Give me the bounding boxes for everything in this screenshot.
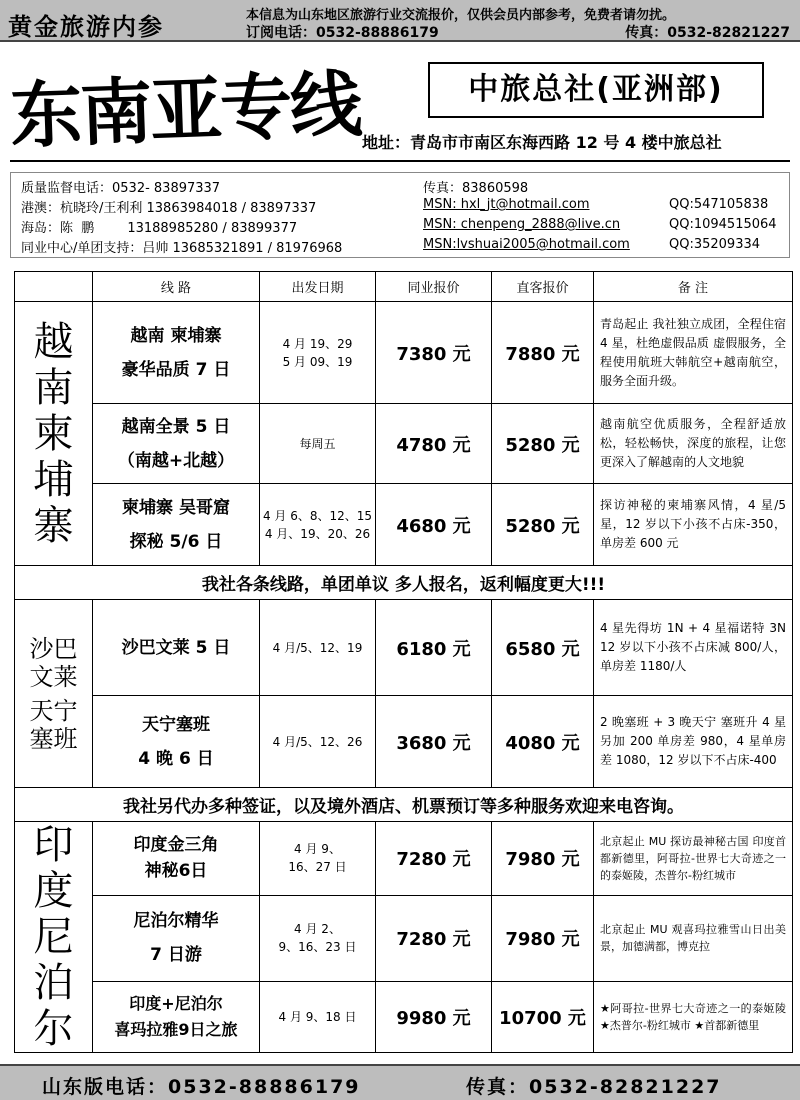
region-char: 埔: [33, 456, 74, 503]
date-line: 4 月 9、: [294, 842, 341, 857]
contact-left: 港澳：杭晓玲/王利利 13863984018 / 83897337: [21, 201, 317, 216]
region-india-nepal: [15, 822, 93, 1053]
agency-address: 地址：青岛市市南区东海西路 12 号 4 楼中旅总社: [362, 133, 722, 152]
route-line: 柬埔寨 吴哥窟: [122, 497, 230, 518]
subscription-line: [246, 22, 794, 42]
member-notice: 本信息为山东地区旅游行业交流报价，仅供会员内部参考，免费者请勿扰。: [246, 8, 676, 23]
trade-price: 9980 元: [376, 981, 492, 1052]
tour-note: 越南航空优质服务，全程舒适放松，轻松畅快，深度的旅程，让您更深入了解越南的人文地貌: [594, 404, 793, 484]
date-line: 每周五: [299, 436, 336, 451]
table-row: [15, 600, 793, 696]
header-route: 线 路: [93, 272, 260, 302]
retail-price: 5280 元: [492, 484, 594, 566]
tour-note: 北京起止 MU 观喜玛拉雅雪山日出美景，加德满都，博克拉: [594, 895, 793, 981]
route-name: [93, 302, 260, 404]
route-name: [93, 895, 260, 981]
table-row: [15, 696, 793, 788]
tour-note: 4 星先得坊 1N + 4 星福诺特 3N 12 岁以下小孩不占床减 800/人，单房差 1180/人: [594, 600, 793, 696]
table-row: [15, 484, 793, 566]
region-char: 南: [33, 364, 74, 411]
date-line: 4 月、19、20、26: [264, 526, 371, 541]
route-line: 神秘6日: [144, 861, 208, 882]
table-header-row: [15, 272, 793, 302]
header-blank: [15, 272, 93, 302]
footer-phone: 山东版电话：0532-88886179: [42, 1076, 361, 1098]
date-line: 4 月 2、: [294, 922, 341, 937]
tour-note: 2 晚塞班 + 3 晚天宁 塞班升 4 星另加 200 单房差 980，4 星单房差 1080，12 岁以下不占床-400: [594, 696, 793, 788]
trade-price: 6180 元: [376, 600, 492, 696]
region-char: 尔: [33, 1006, 74, 1052]
contact-row: [21, 237, 791, 257]
logo-southeast-asia-line: 东南亚专线: [8, 60, 362, 159]
header-date: 出发日期: [260, 272, 376, 302]
route-line: 4 晚 6 日: [138, 748, 214, 769]
departure-date: [260, 696, 376, 788]
region-line: 沙巴文莱: [29, 634, 78, 691]
date-line: 4 月/5、12、26: [272, 734, 363, 749]
departure-date: [260, 484, 376, 566]
route-line: 沙巴文莱 5 日: [121, 637, 231, 658]
region-char: 尼: [33, 914, 74, 960]
top-banner: [0, 0, 800, 42]
region-char: 寨: [33, 502, 74, 549]
departure-date: [260, 404, 376, 484]
route-name: [93, 404, 260, 484]
date-line: 4 月 19、29: [282, 336, 353, 351]
tour-price-table: [14, 271, 793, 1053]
promo-banner-row: [15, 566, 793, 600]
contact-left: 同业中心/单团支持：吕帅 13685321891 / 81976968: [21, 241, 343, 256]
retail-price: 10700 元: [492, 981, 594, 1052]
region-char: 泊: [33, 960, 74, 1006]
route-line: 天宁塞班: [142, 714, 210, 735]
departure-date: [260, 600, 376, 696]
contact-msn[interactable]: MSN: chenpeng_2888@live.cn: [423, 217, 621, 232]
region-char: 印: [33, 822, 74, 868]
visa-banner: 我社另代办多种签证，以及境外酒店、机票预订等多种服务欢迎来电咨询。: [15, 788, 793, 822]
contact-qq: QQ:35209334: [669, 237, 761, 252]
contact-left: 质量监督电话：0532- 83897337: [21, 181, 221, 196]
departure-date: [260, 822, 376, 896]
contact-left: 海岛：陈 鹏 13188985280 / 83899377: [21, 221, 298, 236]
order-phone: 订阅电话：0532-88886179: [246, 25, 439, 41]
route-line: （南越+北越）: [117, 450, 235, 471]
departure-date: [260, 895, 376, 981]
route-line: 印度金三角: [133, 835, 219, 856]
date-line: 16、27 日: [288, 860, 347, 875]
contact-mid: 传真：83860598: [423, 181, 529, 196]
region-saba-saipan: [15, 600, 93, 788]
route-line: 越南 柬埔寨: [130, 325, 222, 346]
table-row: [15, 822, 793, 896]
region-char: 柬: [33, 410, 74, 457]
route-line: 印度+尼泊尔: [129, 993, 223, 1013]
contact-row: [21, 177, 791, 197]
tour-note: ★阿哥拉-世界七大奇迹之一的泰姬陵 ★杰普尔-粉红城市 ★首都新德里: [594, 981, 793, 1052]
route-line: 探秘 5/6 日: [129, 531, 223, 552]
route-line: 喜玛拉雅9日之旅: [114, 1019, 238, 1039]
agency-name-box: 中旅总社(亚洲部): [428, 62, 764, 118]
promo-banner: 我社各条线路，单团单议 多人报名，返利幅度更大!!!: [15, 566, 793, 600]
route-line: 尼泊尔精华: [133, 911, 219, 932]
route-line: 越南全景 5 日: [121, 416, 231, 437]
header-trade-price: 同业报价: [376, 272, 492, 302]
route-name: [93, 822, 260, 896]
retail-price: 7880 元: [492, 302, 594, 404]
date-line: 4 月 9、18 日: [278, 1009, 357, 1024]
retail-price: 5280 元: [492, 404, 594, 484]
region-char: 度: [33, 868, 74, 914]
date-line: 4 月 6、8、12、15: [262, 508, 373, 523]
trade-price: 4780 元: [376, 404, 492, 484]
region-char: 越: [33, 318, 74, 365]
route-name: [93, 484, 260, 566]
departure-date: [260, 302, 376, 404]
table-row: [15, 302, 793, 404]
table-row: [15, 404, 793, 484]
table-row: [15, 981, 793, 1052]
footer-fax: 传真：0532-82821227: [466, 1076, 722, 1098]
contact-qq: QQ:1094515064: [669, 217, 777, 232]
departure-date: [260, 981, 376, 1052]
route-line: 豪华品质 7 日: [121, 359, 231, 380]
trade-price: 7380 元: [376, 302, 492, 404]
route-name: [93, 696, 260, 788]
header-notes: 备 注: [594, 272, 793, 302]
contact-row: [21, 217, 791, 237]
contact-row: [21, 197, 791, 217]
tour-note: 探访神秘的柬埔寨风情，4 星/5 星，12 岁以下小孩不占床-350，单房差 600 元: [594, 484, 793, 566]
contact-msn[interactable]: MSN: hxl_jt@hotmail.com: [423, 197, 590, 212]
contact-qq: QQ:547105838: [669, 197, 769, 212]
contact-block: [10, 172, 790, 258]
table-row: [15, 895, 793, 981]
trade-price: 4680 元: [376, 484, 492, 566]
visa-banner-row: [15, 788, 793, 822]
tour-note: 青岛起止 我社独立成团，全程住宿 4 星，杜绝虚假品质 虚假服务，全程使用航班大韩航空+越南航空，服务全面升级。: [594, 302, 793, 404]
trade-price: 7280 元: [376, 895, 492, 981]
brand-title: 黄金旅游内参: [8, 13, 164, 41]
route-name: [93, 981, 260, 1052]
retail-price: 6580 元: [492, 600, 594, 696]
date-line: 9、16、23 日: [278, 940, 357, 955]
trade-price: 7280 元: [376, 822, 492, 896]
retail-price: 7980 元: [492, 822, 594, 896]
date-line: 5 月 09、19: [282, 354, 353, 369]
region-line: 天宁塞班: [29, 696, 78, 753]
route-name: [93, 600, 260, 696]
retail-price: 7980 元: [492, 895, 594, 981]
route-line: 7 日游: [150, 945, 202, 966]
header-retail-price: 直客报价: [492, 272, 594, 302]
footer-bar: [0, 1064, 800, 1100]
trade-price: 3680 元: [376, 696, 492, 788]
retail-price: 4080 元: [492, 696, 594, 788]
contact-msn[interactable]: MSN:lvshuai2005@hotmail.com: [423, 237, 630, 252]
top-fax: 传真：0532-82821227: [625, 25, 790, 41]
date-line: 4 月/5、12、19: [272, 640, 363, 655]
region-vietnam-cambodia: [15, 302, 93, 566]
divider: [10, 160, 790, 162]
tour-note: 北京起止 MU 探访最神秘古国 印度首都新德里，阿哥拉-世界七大奇迹之一的泰姬陵，杰普尔-粉红城市: [594, 822, 793, 896]
